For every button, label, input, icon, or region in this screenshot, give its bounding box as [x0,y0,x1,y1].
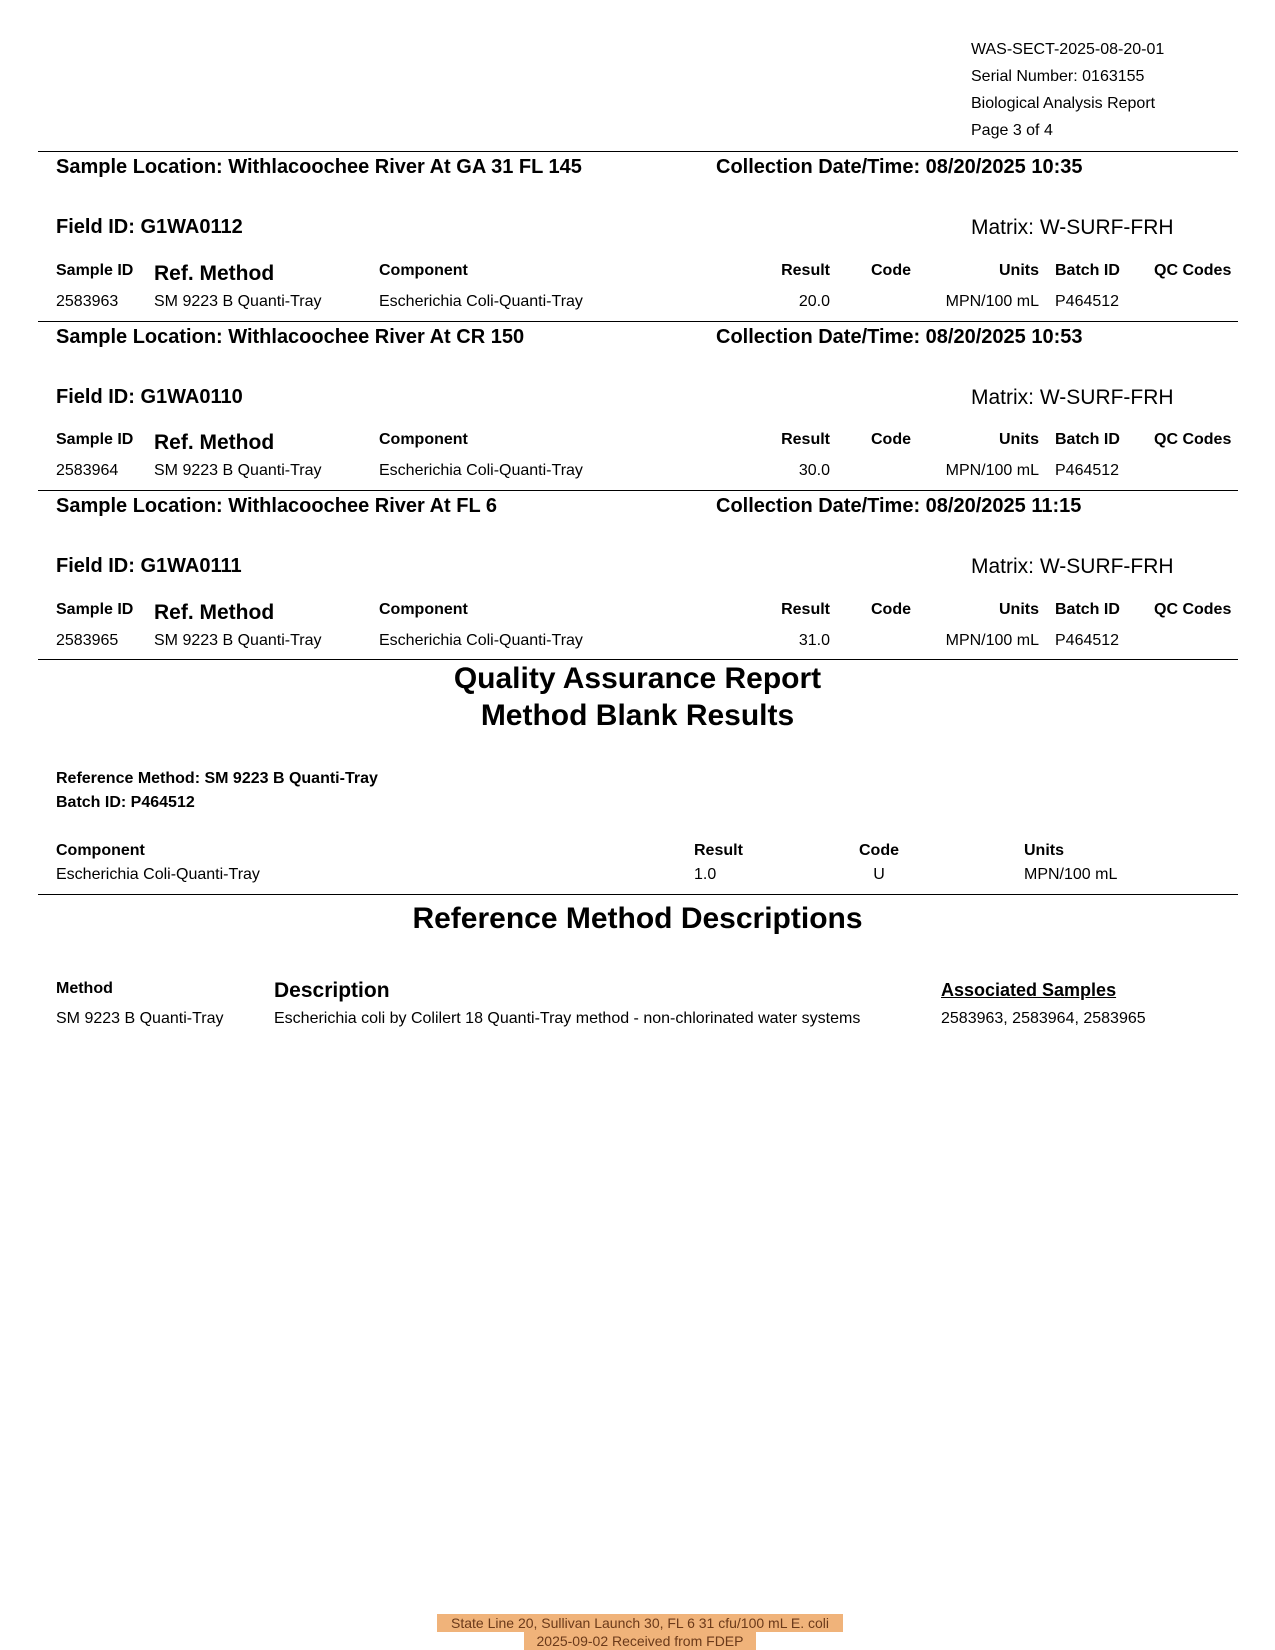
col-result: Result [781,262,830,279]
col-batch-id: Batch ID [1055,601,1120,618]
cell-batch-id: P464512 [1055,293,1120,310]
col-component: Component [379,601,468,618]
col-qc-codes: QC Codes [1154,431,1232,448]
collection-datetime: Collection Date/Time: 08/20/2025 10:35 [716,156,1083,178]
cell-result: 31.0 [798,632,830,649]
cell-sample-id: 2583964 [56,462,119,479]
cell-component: Escherichia Coli-Quanti-Tray [379,632,583,649]
cell-units: MPN/100 mL [945,293,1039,310]
col-batch-id: Batch ID [1055,262,1120,279]
qa-cell-code: U [873,866,885,883]
qa-title: Quality Assurance Report [453,662,822,695]
sample-location: Sample Location: Withlacoochee River At CR 150 [56,326,525,348]
annotation-line-2: 2025-09-02 Received from FDEP [524,1632,756,1650]
cell-batch-id: P464512 [1055,462,1120,479]
qa-reference-method: Reference Method: SM 9223 B Quanti-Tray [56,770,378,787]
col-batch-id: Batch ID [1055,431,1120,448]
ref-col-description: Description [274,979,390,1002]
cell-result: 30.0 [798,462,830,479]
serial-number: Serial Number: 0163155 [971,68,1145,85]
section-divider [38,659,1238,660]
col-ref-method: Ref. Method [154,431,275,454]
report-type: Biological Analysis Report [971,95,1156,112]
col-sample-id: Sample ID [56,262,134,279]
qa-subtitle: Method Blank Results [480,699,795,732]
col-code: Code [871,262,911,279]
ref-desc-title: Reference Method Descriptions [412,902,863,935]
col-qc-codes: QC Codes [1154,601,1232,618]
ref-col-method: Method [56,980,113,997]
col-code: Code [871,601,911,618]
qa-col-component: Component [56,842,145,859]
cell-result: 20.0 [798,293,830,310]
col-code: Code [871,431,911,448]
section-divider [38,321,1238,322]
col-qc-codes: QC Codes [1154,262,1232,279]
cell-units: MPN/100 mL [945,462,1039,479]
qa-col-code: Code [859,842,899,859]
page-number: Page 3 of 4 [971,122,1053,139]
col-result: Result [781,601,830,618]
cell-ref-method: SM 9223 B Quanti-Tray [154,462,322,479]
matrix: Matrix: W-SURF-FRH [971,386,1174,409]
qa-batch-id: Batch ID: P464512 [56,794,195,811]
document-id: WAS-SECT-2025-08-20-01 [971,41,1165,58]
field-id: Field ID: G1WA0110 [56,386,243,408]
col-result: Result [781,431,830,448]
col-component: Component [379,262,468,279]
collection-datetime: Collection Date/Time: 08/20/2025 11:15 [716,495,1082,517]
cell-sample-id: 2583965 [56,632,119,649]
col-sample-id: Sample ID [56,431,134,448]
annotation-line-1: State Line 20, Sullivan Launch 30, FL 6 31 cfu/100 mL E. coli [437,1614,843,1632]
col-ref-method: Ref. Method [154,262,275,285]
qa-cell-result: 1.0 [694,866,717,883]
section-divider [38,490,1238,491]
cell-units: MPN/100 mL [945,632,1039,649]
collection-datetime: Collection Date/Time: 08/20/2025 10:53 [716,326,1083,348]
field-id: Field ID: G1WA0112 [56,216,243,238]
cell-sample-id: 2583963 [56,293,119,310]
qa-cell-component: Escherichia Coli-Quanti-Tray [56,866,260,883]
sample-location: Sample Location: Withlacoochee River At FL 6 [56,495,498,517]
ref-col-associated: Associated Samples [941,980,1117,1000]
cell-component: Escherichia Coli-Quanti-Tray [379,293,583,310]
cell-component: Escherichia Coli-Quanti-Tray [379,462,583,479]
col-units: Units [999,431,1039,448]
ref-cell-associated: 2583963, 2583964, 2583965 [941,1010,1146,1027]
qa-col-result: Result [694,842,743,859]
ref-cell-method: SM 9223 B Quanti-Tray [56,1010,224,1027]
qa-cell-units: MPN/100 mL [1024,866,1118,883]
cell-ref-method: SM 9223 B Quanti-Tray [154,632,322,649]
section-divider [38,894,1238,895]
col-units: Units [999,601,1039,618]
cell-ref-method: SM 9223 B Quanti-Tray [154,293,322,310]
sample-location: Sample Location: Withlacoochee River At GA 31 FL 145 [56,156,582,178]
field-id: Field ID: G1WA0111 [56,555,242,577]
col-sample-id: Sample ID [56,601,134,618]
section-divider [38,151,1238,152]
col-ref-method: Ref. Method [154,601,275,624]
ref-cell-description: Escherichia coli by Colilert 18 Quanti-Tray method - non-chlorinated water systems [274,1010,861,1027]
cell-batch-id: P464512 [1055,632,1120,649]
matrix: Matrix: W-SURF-FRH [971,216,1174,239]
col-units: Units [999,262,1039,279]
col-component: Component [379,431,468,448]
qa-col-units: Units [1024,842,1064,859]
matrix: Matrix: W-SURF-FRH [971,555,1174,578]
